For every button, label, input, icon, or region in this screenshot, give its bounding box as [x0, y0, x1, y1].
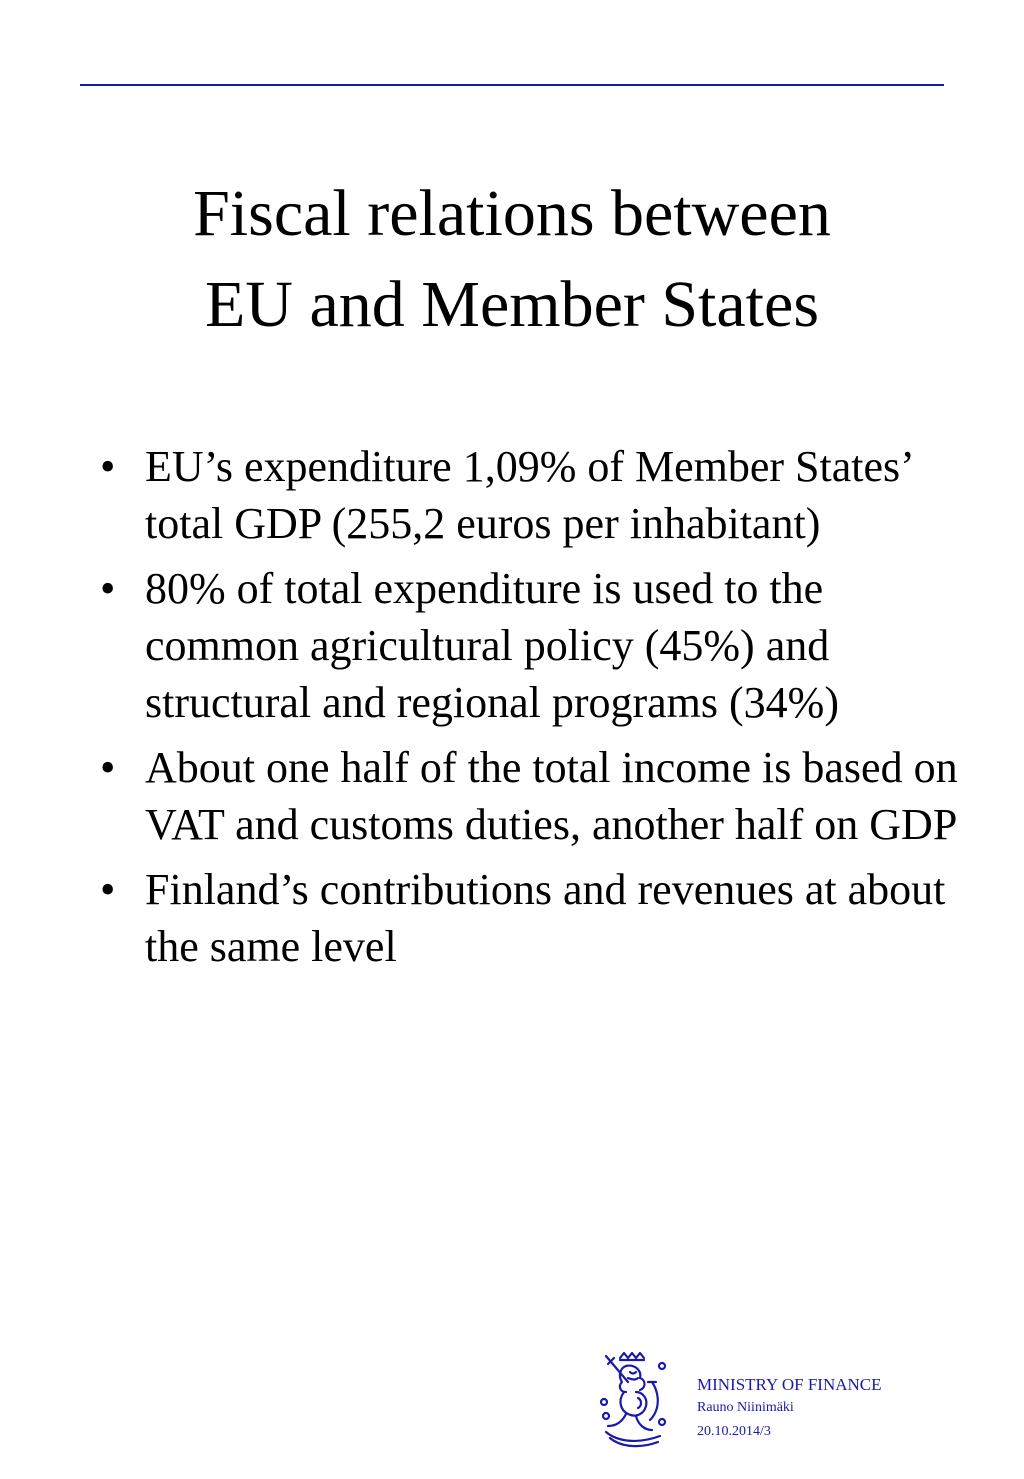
ministry-name: MINISTRY OF FINANCE	[697, 1375, 882, 1394]
coat-of-arms-icon	[598, 1352, 668, 1450]
footer-info	[697, 1374, 882, 1444]
bullet-dot: •	[100, 865, 116, 914]
bullet-item	[100, 739, 960, 853]
bullet-list	[100, 438, 960, 983]
top-divider	[80, 84, 944, 86]
author-name: Rauno Niinimäki	[697, 1400, 794, 1415]
slide-title	[60, 168, 964, 350]
bullet-text: About one half of the total income is based on VAT and customs duties, another half on GDP	[145, 743, 958, 849]
bullet-item	[100, 438, 960, 552]
title-line-1: Fiscal relations between	[193, 177, 831, 250]
bullet-item	[100, 861, 960, 975]
bullet-text: 80% of total expenditure is used to the common agricultural policy (45%) and structural and regional programs (34%)	[145, 564, 839, 727]
bullet-text: EU’s expenditure 1,09% of Member States’ total GDP (255,2 euros per inhabitant)	[145, 442, 912, 548]
bullet-item	[100, 560, 960, 731]
bullet-dot: •	[100, 442, 116, 491]
bullet-dot: •	[100, 564, 116, 613]
bullet-dot: •	[100, 743, 116, 792]
date-page: 20.10.2014/3	[697, 1424, 771, 1439]
bullet-text: Finland’s contributions and revenues at about the same level	[145, 865, 946, 971]
title-line-2: EU and Member States	[204, 268, 819, 341]
